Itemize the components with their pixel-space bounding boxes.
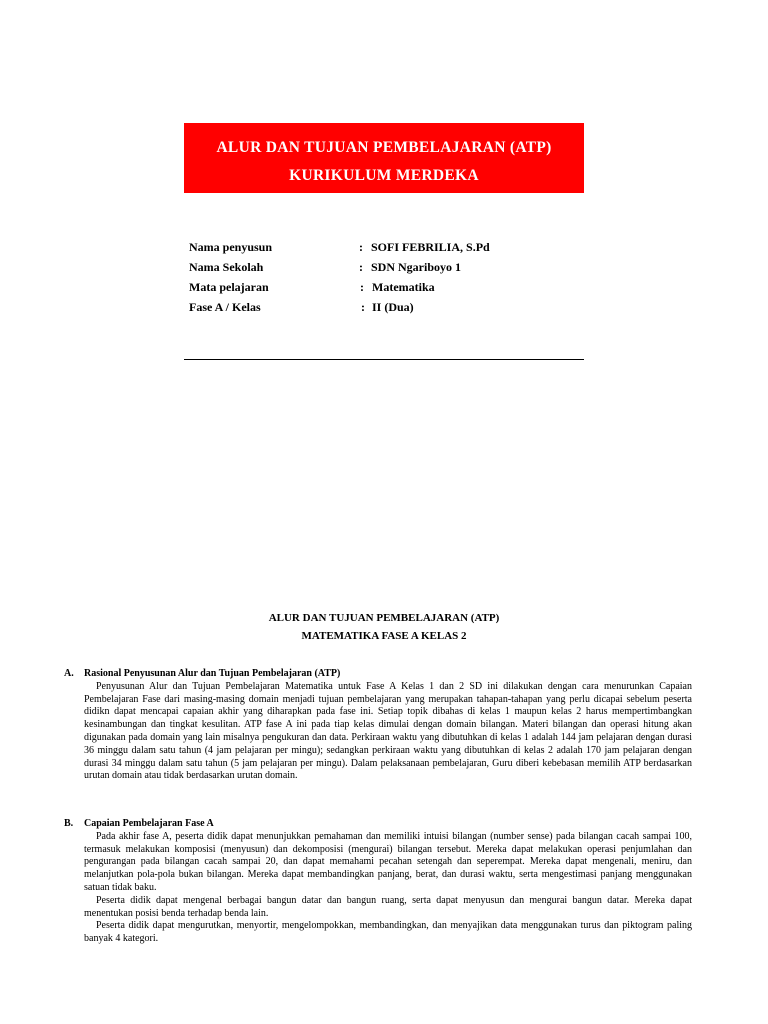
section-letter: B. <box>64 818 74 829</box>
info-separator: : <box>360 280 364 294</box>
section-paragraph: Peserta didik dapat mengenal berbagai bangun datar dan bangun ruang, serta dapat menyusun dan mengurai bangun datar. Mereka dapat menentukan posisi benda terhadap benda lain. <box>84 894 692 919</box>
info-label: Mata pelajaran <box>189 280 269 294</box>
info-label: Nama Sekolah <box>189 260 264 274</box>
divider-line <box>184 359 584 360</box>
cover-title-line1: ALUR DAN TUJUAN PEMBELAJARAN (ATP) <box>216 139 552 156</box>
section-heading: Rasional Penyusunan Alur dan Tujuan Pembelajaran (ATP) <box>84 668 341 679</box>
cover-title-line2: KURIKULUM MERDEKA <box>289 167 479 184</box>
doc-title-line2: MATEMATIKA FASE A KELAS 2 <box>301 630 467 642</box>
info-value: SDN Ngariboyo 1 <box>371 260 462 274</box>
info-value: II (Dua) <box>372 300 414 314</box>
section-paragraph: Peserta didik dapat mengurutkan, menyortir, mengelompokkan, membandingkan, dan menyajikan data menggunakan turus dan piktogram paling banyak 4 kategori. <box>84 920 692 945</box>
section-paragraph: Pada akhir fase A, peserta didik dapat menunjukkan pemahaman dan memiliki intuisi bilangan (number sense) pada bilangan cacah sampai 100, termasuk melakukan komposisi (menyusun) dan dekomposisi (mengurai) bilangan tersebut. Mereka dapat melakukan operasi penjumlahan dan pengurangan pada bilangan cacah sampai 20, dan dapat memahami pecahan setengah dan seperempat. Mereka dapat mengenali, meniru, dan melanjutkan pola-pola bukan bilangan. Mereka dapat membandingkan panjang, berat, dan durasi waktu, serta mengestimasi panjang menggunakan satuan tidak baku. <box>84 830 692 893</box>
section-letter: A. <box>64 668 74 679</box>
info-label: Nama penyusun <box>189 240 273 254</box>
info-separator: : <box>359 260 363 274</box>
info-value: SOFI FEBRILIA, S.Pd <box>371 240 490 254</box>
section-a <box>64 668 692 783</box>
doc-title-line1: ALUR DAN TUJUAN PEMBELAJARAN (ATP) <box>268 612 500 624</box>
info-separator: : <box>359 240 363 254</box>
section-b <box>64 818 692 946</box>
info-value: Matematika <box>372 280 435 294</box>
info-separator: : <box>361 300 365 314</box>
section-heading: Capaian Pembelajaran Fase A <box>84 818 214 829</box>
section-paragraph: Penyusunan Alur dan Tujuan Pembelajaran Matematika untuk Fase A Kelas 1 dan 2 SD ini dilakukan dengan cara menurunkan Capaian Pembelajaran Fase dari masing-masing domain menjadi tujuan pembelajaran yang merupakan tahapan-tahapan yang perlu dicapai sebelum peserta didikn dapat mencapai capaian akhir yang diharapkan pada fase ini. Setiap topik dibahas di kelas 1 maupun kelas 2 harus mempertimbangkan kesinambungan dan tingkat kesulitan. ATP fase A ini pada tiap kelas dimulai dengan domain bilangan. Materi bilangan dan operasi hitung akan digunakan pada domain yang lain misalnya pengukuran dan data. Perkiraan waktu yang dibutuhkan di kelas 1 adalah 144 jam pelajaran dengan durasi 36 minggu dalam satu tahun (4 jam pelajaran per mingu); sedangkan perkiraan waktu yang dibutuhkan di kelas 2 adalah 170 jam pelajaran dengan durasi 34 minggu dalam satu tahun (5 jam pelajaran per mingu). Dalam pelaksanaan pembelajaran, Guru diberi kebebasan memilih ATP berdasarkan urutan domain atau tidak berdasarkan urutan domain. <box>84 680 692 782</box>
cover-title-box <box>184 123 584 193</box>
info-label: Fase A / Kelas <box>189 300 261 314</box>
